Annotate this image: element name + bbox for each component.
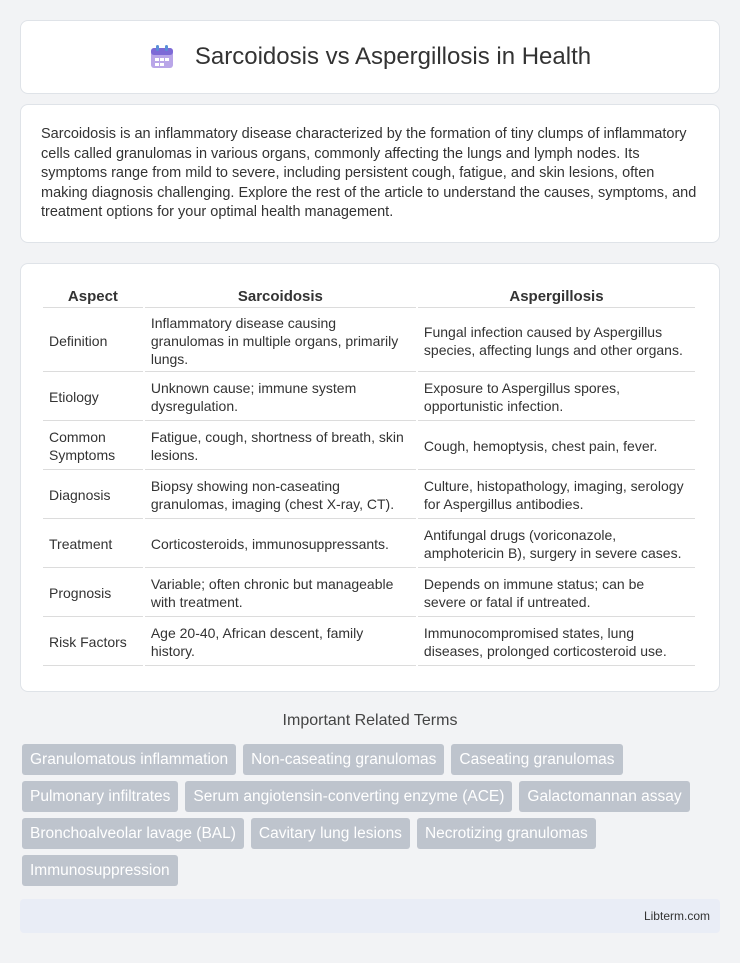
table-row	[43, 374, 695, 421]
header-sarcoidosis: Sarcoidosis	[145, 286, 416, 308]
comparison-table	[41, 284, 697, 668]
row-sarcoidosis: Inflammatory disease causing granulomas in multiple organs, primarily lungs.	[145, 310, 416, 372]
row-sarcoidosis: Fatigue, cough, shortness of breath, skin lesions.	[145, 423, 416, 470]
row-sarcoidosis: Biopsy showing non-caseating granulomas, imaging (chest X-ray, CT).	[145, 472, 416, 519]
row-sarcoidosis: Age 20-40, African descent, family history.	[145, 619, 416, 666]
intro-card	[20, 104, 720, 243]
calendar-icon	[149, 44, 175, 70]
row-sarcoidosis: Corticosteroids, immunosuppressants.	[145, 521, 416, 568]
table-row	[43, 423, 695, 470]
row-aspergillosis: Culture, histopathology, imaging, serology for Aspergillus antibodies.	[418, 472, 695, 519]
row-aspect: Prognosis	[43, 570, 143, 617]
row-aspergillosis: Fungal infection caused by Aspergillus species, affecting lungs and other organs.	[418, 310, 695, 372]
row-aspergillosis: Immunocompromised states, lung diseases, prolonged corticosteroid use.	[418, 619, 695, 666]
page-title: Sarcoidosis vs Aspergillosis in Health	[194, 43, 592, 70]
title-card	[20, 20, 720, 94]
related-term-tag[interactable]: Cavitary lung lesions	[251, 818, 410, 849]
comparison-card	[20, 263, 720, 692]
row-aspergillosis: Antifungal drugs (voriconazole, amphotericin B), surgery in severe cases.	[418, 521, 695, 568]
related-term-tag[interactable]: Non-caseating granulomas	[243, 744, 444, 775]
table-row	[43, 570, 695, 617]
row-sarcoidosis: Variable; often chronic but manageable with treatment.	[145, 570, 416, 617]
table-row	[43, 619, 695, 666]
row-aspect: Common Symptoms	[43, 423, 143, 470]
related-terms-list	[22, 744, 722, 892]
row-aspect: Etiology	[43, 374, 143, 421]
row-aspergillosis: Depends on immune status; can be severe or fatal if untreated.	[418, 570, 695, 617]
table-row	[43, 310, 695, 372]
footer-site-link[interactable]: Libterm.com	[643, 909, 710, 923]
table-row	[43, 521, 695, 568]
related-term-tag[interactable]: Pulmonary infiltrates	[22, 781, 178, 812]
row-aspergillosis: Exposure to Aspergillus spores, opportunistic infection.	[418, 374, 695, 421]
row-aspergillosis: Cough, hemoptysis, chest pain, fever.	[418, 423, 695, 470]
related-term-tag[interactable]: Immunosuppression	[22, 855, 178, 886]
related-term-tag[interactable]: Bronchoalveolar lavage (BAL)	[22, 818, 244, 849]
row-aspect: Risk Factors	[43, 619, 143, 666]
related-term-tag[interactable]: Serum angiotensin-converting enzyme (ACE)	[185, 781, 512, 812]
related-term-tag[interactable]: Granulomatous inflammation	[22, 744, 236, 775]
intro-text: Sarcoidosis is an inflammatory disease characterized by the formation of tiny clumps of inflammatory cells called granulomas in various organs, commonly affecting the lungs and lymph nodes. Its symptoms range from mild to severe, including persistent cough, fatigue, and skin lesions, often making diagnosis challenging. Explore the rest of the article to understand the causes, symptoms, and treatment options for your optimal health management.	[41, 126, 697, 221]
row-sarcoidosis: Unknown cause; immune system dysregulation.	[145, 374, 416, 421]
header-aspergillosis: Aspergillosis	[418, 286, 695, 308]
row-aspect: Diagnosis	[43, 472, 143, 519]
row-aspect: Definition	[43, 310, 143, 372]
table-row	[43, 472, 695, 519]
related-term-tag[interactable]: Necrotizing granulomas	[417, 818, 596, 849]
header-aspect: Aspect	[43, 286, 143, 308]
related-term-tag[interactable]: Galactomannan assay	[519, 781, 689, 812]
row-aspect: Treatment	[43, 521, 143, 568]
related-term-tag[interactable]: Caseating granulomas	[451, 744, 622, 775]
footer	[20, 899, 720, 933]
table-header-row	[43, 286, 695, 308]
related-terms-title: Important Related Terms	[282, 712, 458, 729]
